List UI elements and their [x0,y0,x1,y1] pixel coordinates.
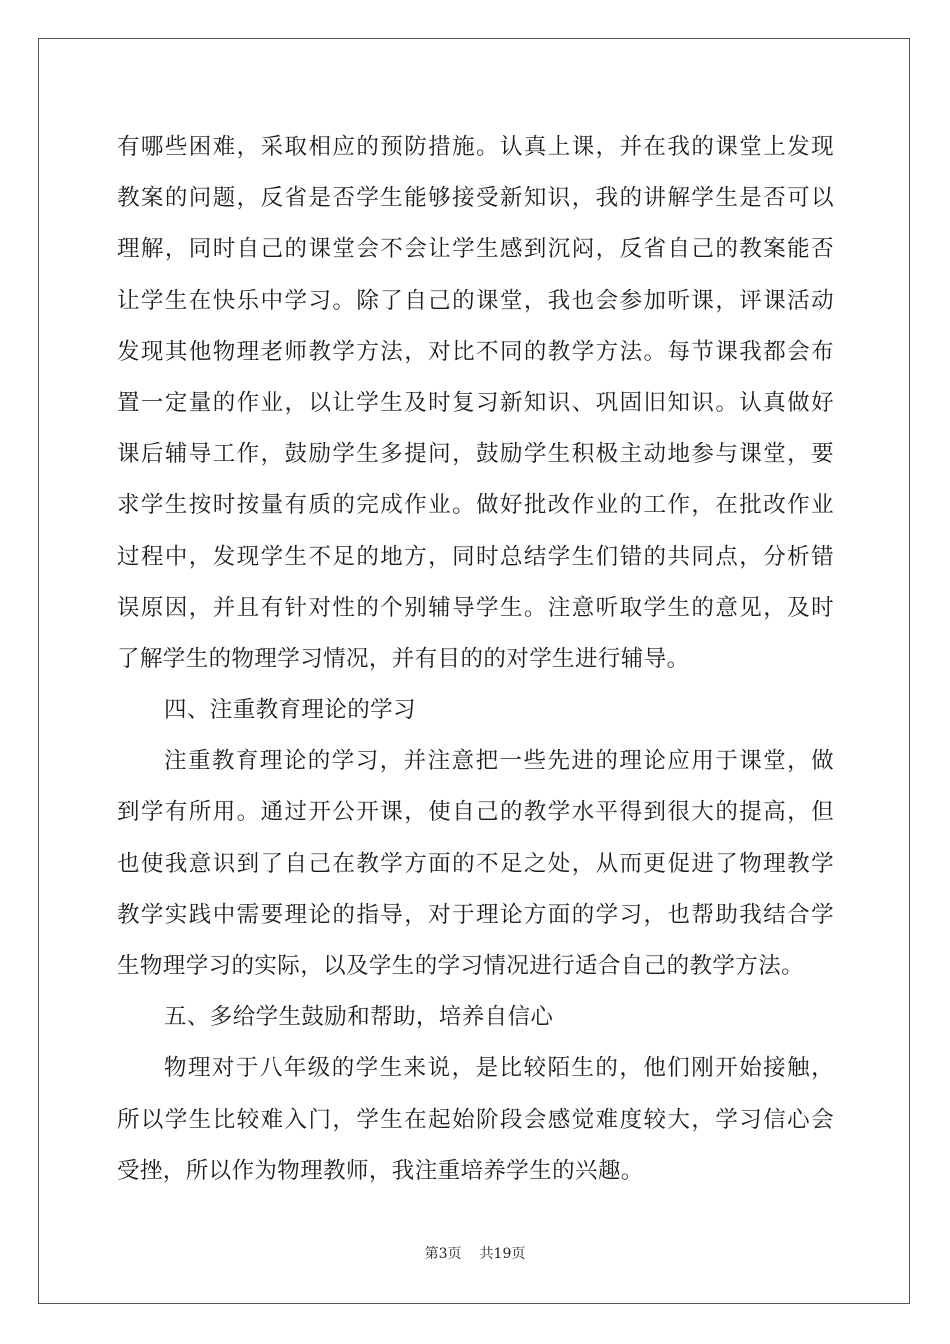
paragraph-line: 到学有所用。通过开公开课，使自己的教学水平得到很大的提高，但 [117,799,834,826]
paragraph-line: 误原因，并且有针对性的个别辅导学生。注意听取学生的意见，及时 [117,594,834,621]
section-heading: 四、注重教育理论的学习 [164,697,416,724]
paragraph-line: 让学生在快乐中学习。除了自己的课堂，我也会参加听课，评课活动 [117,287,834,314]
paragraph-line: 教案的问题，反省是否学生能够接受新知识，我的讲解学生是否可以 [117,185,834,212]
paragraph-line: 置一定量的作业，以让学生及时复习新知识、巩固旧知识。认真做好 [117,389,834,416]
paragraph-line: 教学实践中需要理论的指导，对于理论方面的学习，也帮助我结合学 [117,901,834,928]
paragraph-line: 发现其他物理老师教学方法，对比不同的教学方法。每节课我都会布 [117,338,834,365]
paragraph-line: 了解学生的物理学习情况，并有目的的对学生进行辅导。 [117,645,690,672]
document-body [117,122,834,1197]
paragraph-line: 课后辅导工作，鼓励学生多提问，鼓励学生积极主动地参与课堂，要 [117,441,834,468]
page-total: 共19页 [479,1246,526,1262]
page-number: 第3页 [424,1246,462,1262]
paragraph-line: 也使我意识到了自己在教学方面的不足之处，从而更促进了物理教学 [117,850,834,877]
section-heading: 五、多给学生鼓励和帮助，培养自信心 [164,1004,554,1031]
paragraph-line: 受挫，所以作为物理教师，我注重培养学生的兴趣。 [117,1157,644,1184]
paragraph-line: 求学生按时按量有质的完成作业。做好批改作业的工作，在批改作业 [117,492,834,519]
paragraph-line: 有哪些困难，采取相应的预防措施。认真上课，并在我的课堂上发现 [117,134,834,160]
paragraph-line: 过程中，发现学生不足的地方，同时总结学生们错的共同点，分析错 [117,543,834,570]
page-footer [0,1243,950,1263]
paragraph-line: 物理对于八年级的学生来说，是比较陌生的，他们刚开始接触， [164,1055,834,1082]
paragraph-line: 注重教育理论的学习，并注意把一些先进的理论应用于课堂，做 [164,748,834,775]
paragraph-line: 所以学生比较难入门，学生在起始阶段会感觉难度较大，学习信心会 [117,1106,834,1133]
paragraph-line: 理解，同时自己的课堂会不会让学生感到沉闷，反省自己的教案能否 [117,236,834,263]
paragraph-line: 生物理学习的实际，以及学生的学习情况进行适合自己的教学方法。 [117,953,805,979]
